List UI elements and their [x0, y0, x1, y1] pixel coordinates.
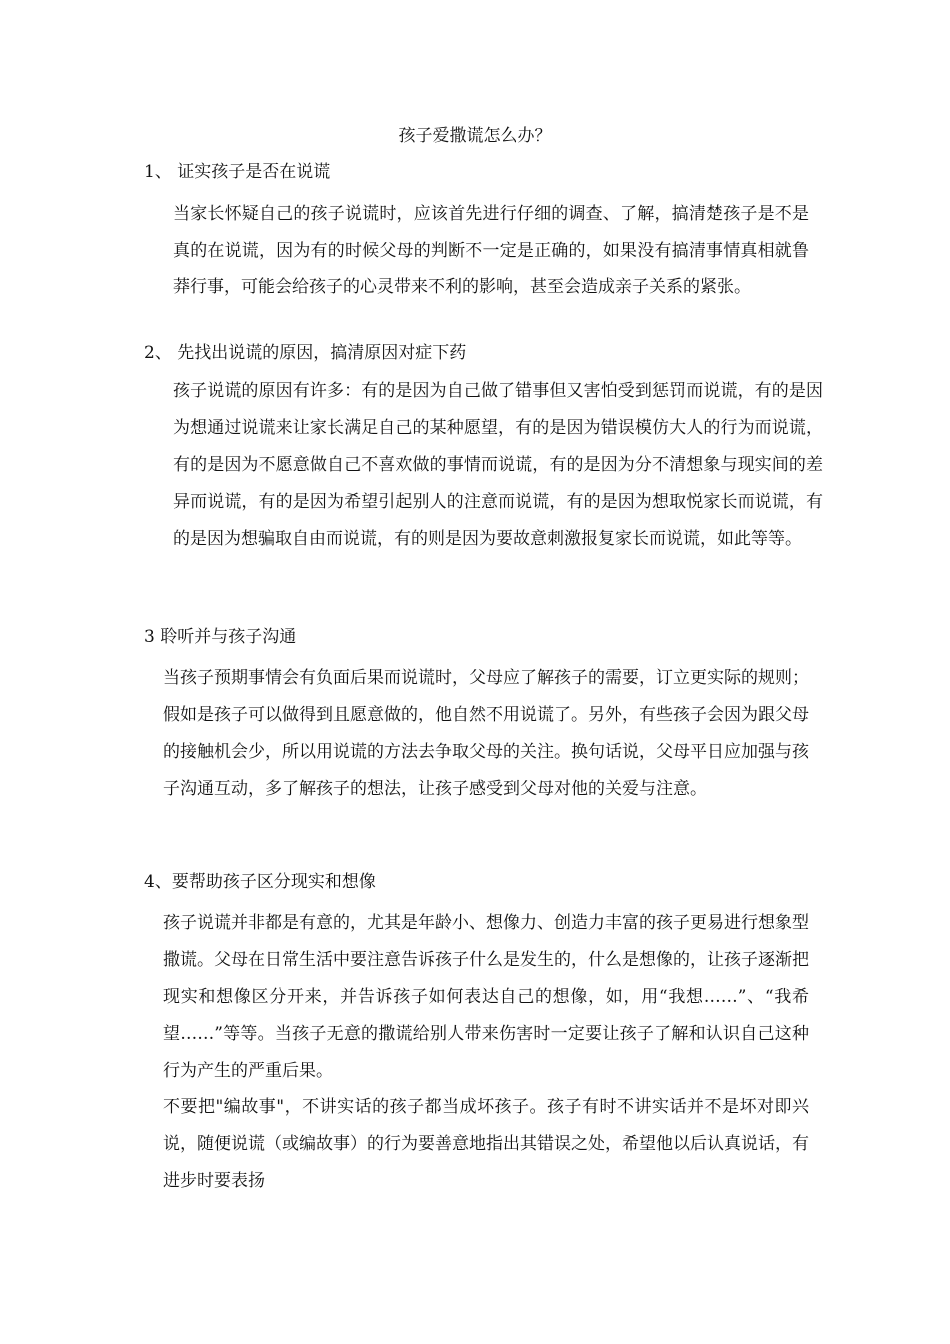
section-heading-4: 4、要帮助孩子区分现实和想像 — [144, 872, 376, 892]
section-paragraph-5: 不要把"编故事"，不讲实话的孩子都当成坏孩子。孩子有时不讲实话并不是坏对即兴说，随便说谎（或编故事）的行为要善意地指出其错误之处，希望他以后认真说话，有进步时要表扬 — [163, 1097, 809, 1191]
section-heading-3: 3 聆听并与孩子沟通 — [144, 627, 297, 647]
section-heading-1: 1、 证实孩子是否在说谎 — [144, 162, 331, 182]
section-paragraph-1: 当家长怀疑自己的孩子说谎时，应该首先进行仔细的调查、了解，搞清楚孩子是不是真的在说谎，因为有的时候父母的判断不一定是正确的，如果没有搞清事情真相就鲁莽行事，可能会给孩子的心灵带来不利的影响，甚至会造成亲子关系的紧张。 — [173, 204, 809, 297]
section-paragraph-4: 孩子说谎并非都是有意的，尤其是年龄小、想像力、创造力丰富的孩子更易进行想象型撒谎。父母在日常生活中要注意告诉孩子什么是发生的，什么是想像的，让孩子逐渐把现实和想像区分开来，并告诉孩子如何表达自己的想像，如，用“我想……”、“我希望……”等等。当孩子无意的撒谎给别人带来伤害时一定要让孩子了解和认识自己这种行为产生的严重后果。 — [163, 913, 809, 1081]
section-heading-2: 2、 先找出说谎的原因，搞清原因对症下药 — [144, 343, 467, 363]
document-title: 孩子爱撒谎怎么办？ — [398, 126, 552, 146]
section-paragraph-2: 孩子说谎的原因有许多：有的是因为自己做了错事但又害怕受到惩罚而说谎，有的是因为想通过说谎来让家长满足自己的某种愿望，有的是因为错误模仿大人的行为而说谎，有的是因为不愿意做自己不喜欢做的事情而说谎，有的是因为分不清想象与现实间的差异而说谎，有的是因为希望引起别人的注意而说谎，有的是因为想取悦家长而说谎，有的是因为想骗取自由而说谎，有的则是因为要故意刺激报复家长而说谎，如此等等。 — [173, 381, 823, 549]
section-paragraph-3: 当孩子预期事情会有负面后果而说谎时，父母应了解孩子的需要，订立更实际的规则；假如是孩子可以做得到且愿意做的，他自然不用说谎了。另外，有些孩子会因为跟父母的接触机会少，所以用说谎的方法去争取父母的关注。换句话说，父母平日应加强与孩子沟通互动，多了解孩子的想法，让孩子感受到父母对他的关爱与注意。 — [163, 668, 809, 799]
